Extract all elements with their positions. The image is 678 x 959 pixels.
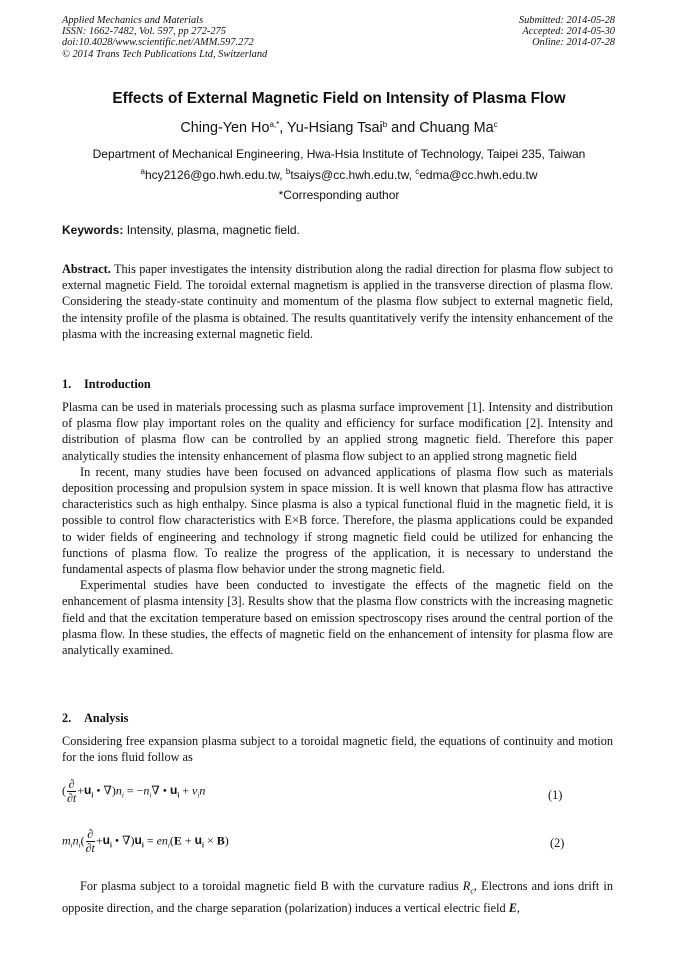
author-name: Chuang Ma (419, 120, 494, 136)
email-sup: c (415, 167, 420, 176)
equation-number: (1) (548, 788, 563, 802)
journal-header-left (62, 15, 267, 60)
keywords-label: Keywords: (62, 223, 124, 237)
email-sup: a (140, 167, 145, 176)
author-separator: , (279, 120, 287, 136)
email-sup: b (285, 167, 291, 176)
math-variable: E (508, 900, 517, 915)
affiliation: Department of Mechanical Engineering, Hwa-Hsia Institute of Technology, Taipei 235, Taiwan (92, 147, 586, 161)
journal-name: Applied Mechanics and Materials (62, 15, 204, 26)
journal-issn: ISSN: 1662-7482, Vol. 597, pp 272-275 (62, 26, 226, 38)
introduction-body (62, 399, 613, 658)
equation-number: (2) (550, 836, 565, 850)
corresponding-author-note: *Corresponding author (278, 188, 400, 202)
author-sup: c (493, 120, 498, 129)
submitted-date: Submitted: 2014-05-28 (518, 15, 615, 26)
accepted-date: Accepted: 2014-05-30 (522, 26, 615, 38)
journal-copyright: © 2014 Trans Tech Publications Ltd, Switzerland (62, 48, 268, 60)
abstract-text: This paper investigates the intensity distribution along the radial direction for plasma flow subject to external magnetic Field. The toroidal external magnetism is applied in the transverse direction of plasma flow. Considering the steady-state continuity and momentum of the plasma flow subject to external magnetic field, the intensity profile of the plasma is obtained. The results quantitatively verify the intensity enhancement of the plasma with the increasing external magnetic field. (62, 262, 613, 341)
online-date: Online: 2014-07-28 (532, 37, 615, 49)
section-heading-introduction (62, 377, 151, 392)
email-link[interactable]: tsaiys@cc.hwh.edu.tw (290, 168, 409, 182)
email-list (0, 168, 678, 182)
section-title: Analysis (84, 711, 129, 725)
section-heading-analysis (62, 711, 128, 726)
paragraph: For plasma subject to a toroidal magnetic field B with the curvature radius $R_c$, Electrons and ions drift in opposite direction, and the charge separation (polarization) induces a vertical electric field E, (62, 879, 613, 915)
author-sup: b (382, 120, 388, 129)
author-sup: a,* (269, 120, 280, 129)
section-number: 2. (62, 711, 72, 725)
abstract (62, 261, 613, 342)
analysis-intro (62, 733, 613, 765)
math-variable: R (462, 879, 471, 893)
equation-2: $m_in_i$( $\frac{\partial}{\partial t}$ $+u_i$ • $\nabla)u_i = en_i(E + u_i \times B)$ (2) (62, 827, 565, 855)
paragraph: Experimental studies have been conducted to investigate the effects of the magnetic field on the enhancement of plasma intensity [3]. Results show that the plasma flow constricts with the increasing magnetic field and that the excitation temperature based on emission spectroscopy rises around the central portion of the plasma flow. In these studies, the effects of magnetic field on the enhancement of intensity for plasma flow are analytically examined. (62, 578, 613, 658)
email-link[interactable]: edma@cc.hwh.edu.tw (419, 168, 538, 182)
analysis-body (62, 878, 613, 916)
section-title: Introduction (84, 377, 151, 391)
author-name: Ching-Yen Ho (180, 120, 270, 136)
author-list (0, 120, 678, 136)
keywords (62, 223, 300, 237)
paragraph: Plasma can be used in materials processing such as plasma surface improvement [1]. Intensity and distribution of plasma flow play important roles on the quality and efficiency for surface modification [2]. Intensity and distribution of plasma flow can be controlled by an applied strong magnetic field. Therefore this paper analytically studies the intensity enhancement of plasma flow subject to an applied strong magnetic field (62, 400, 613, 463)
author-name: Yu-Hsiang Tsai (287, 120, 383, 136)
journal-header-right (519, 15, 615, 49)
section-number: 1. (62, 377, 72, 391)
email-separator: , (279, 168, 286, 182)
author-separator: and (387, 120, 420, 136)
math-subscript: c (470, 886, 474, 896)
email-link[interactable]: hcy2126@go.hwh.edu.tw (144, 168, 280, 182)
email-separator: , (408, 168, 416, 182)
journal-doi[interactable]: doi:10.4028/www.scientific.net/AMM.597.272 (62, 37, 254, 49)
paper-title: Effects of External Magnetic Field on Intensity of Plasma Flow (112, 90, 566, 107)
keywords-text: Intensity, plasma, magnetic field. (123, 223, 300, 237)
equation-1: ( $\frac{\partial}{\partial t}$ $+u_i$ • $\nabla)n_i = -n_i\nabla$ • $u_i + \nu_in$ (1) (62, 777, 563, 805)
paragraph: Considering free expansion plasma subject to a toroidal magnetic field, the equations of continuity and motion for the ions fluid follow as (62, 734, 613, 765)
paragraph: In recent, many studies have been focused on advanced applications of plasma flow such as materials deposition processing and propulsion system in space mission. It is well known that plasma flow has attractive characteristics such as high enthalpy. Since plasma is also a typical functional fluid in the magnetic field, it is possible to control flow characteristics with E×B force. Therefore, the plasma applications could be expanded to wider fields of engineering and technology if strong magnetic field could be utilized for enhancing the functions of plasma flow. To realize the progress of the application, it is necessary to understand the fundamental aspects of plasma flow behavior under the strong magnetic field. (62, 464, 613, 577)
abstract-label: Abstract. (62, 262, 111, 276)
